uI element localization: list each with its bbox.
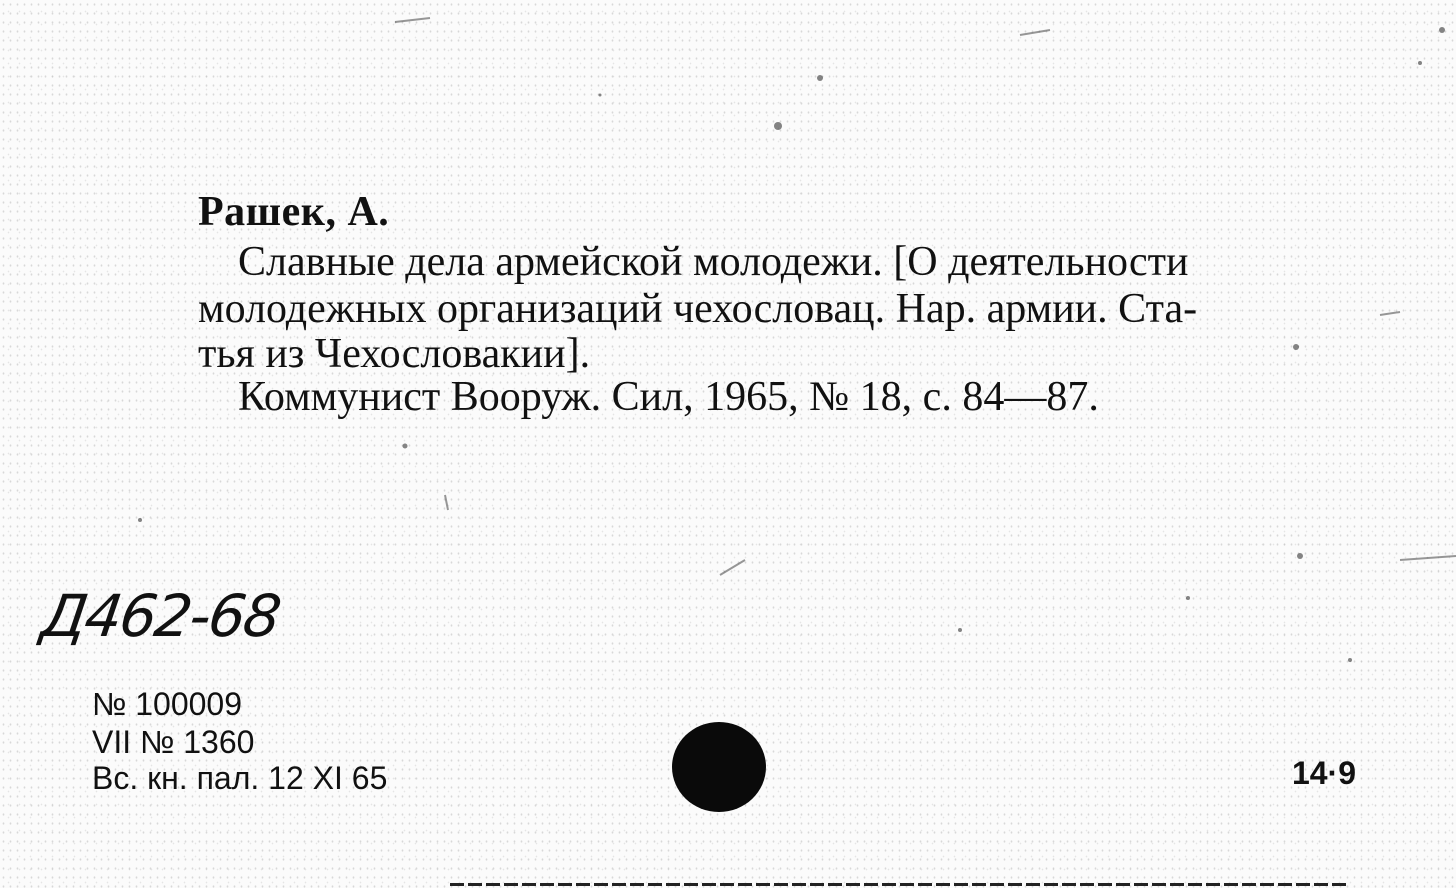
handwritten-call-number: Д462-68 bbox=[37, 582, 284, 650]
description-line: тья из Чехословакии]. bbox=[198, 331, 591, 377]
author-heading: Рашек, А. bbox=[198, 189, 390, 235]
punch-hole bbox=[672, 722, 766, 812]
description-line: молодежных организаций чехословац. Нар. армии. Ста- bbox=[198, 286, 1198, 332]
classification-code: 14·9 bbox=[1291, 755, 1356, 791]
title-line: Славные дела армейской молодежи. [О деятельности bbox=[238, 239, 1189, 285]
source-citation: Коммунист Вооруж. Сил, 1965, № 18, с. 84—87. bbox=[238, 374, 1099, 420]
bottom-edge-rule bbox=[450, 883, 1350, 886]
chamber-note: Вс. кн. пал. 12 XI 65 bbox=[92, 760, 388, 796]
volume-number: VII № 1360 bbox=[92, 724, 255, 760]
record-number: № 100009 bbox=[92, 686, 242, 722]
